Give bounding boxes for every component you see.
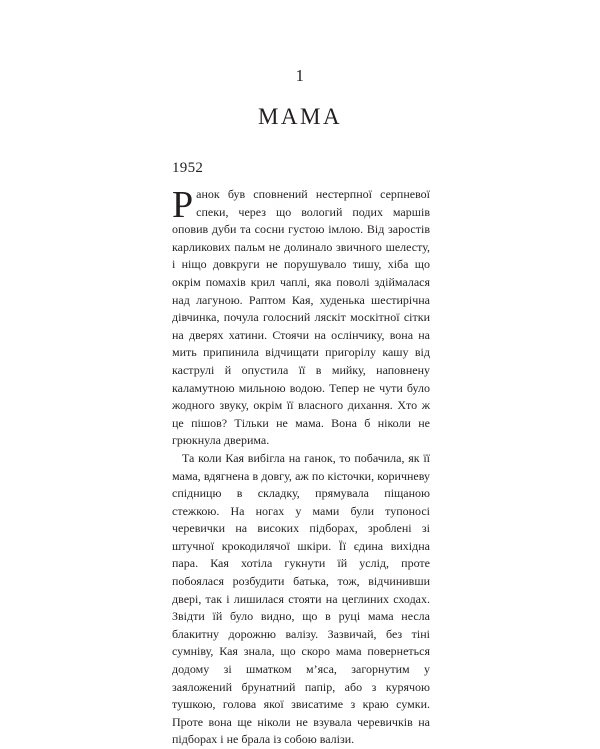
drop-cap: Р bbox=[172, 184, 194, 226]
section-year: 1952 bbox=[172, 160, 204, 176]
chapter-title: МАМА bbox=[257, 104, 343, 129]
paragraph-1-text: анок був сповнений нестерпної серпневої спеки, через що вологий подих маршів оповив дуби та сосни густою імлою. Від заростів карликових пальм не долинало звичного шелесту, і ніщо довкруги не порушувало тишу, хіба що окрім помахів крил чаплі, яка поволі здіймалася над лагуною. Раптом Кая, худенька шестирічна дівчинка, почула голосний ляскіт москітної сітки на дверях хатини. Стоячи на ослінчику, вона на мить припинила відчищати пригорілу кашу від каструлі й опустила її в мийку, наповнену каламутною мильною водою. Тепер не чути було жодного звуку, окрім її власного дихання. Хто ж це пішов? Тільки не мама. Вона б ніколи не грюкнула дверима. bbox=[172, 187, 430, 448]
body-text bbox=[172, 186, 430, 749]
paragraph-1 bbox=[172, 186, 430, 450]
chapter-number: 1 bbox=[295, 66, 305, 85]
paragraph-2: Та коли Кая вибігла на ганок, то побачила, як її мама, вдягнена в довгу, аж по кісточки, коричневу спідницю в складку, прямувала піщаною стежкою. На ногах у мами були тупоносі черевички на високих підборах, зроблені зі штучної крокодилячої шкіри. Її єдина вихідна пара. Кая хотіла гукнути їй услід, проте побоялася розбудити батька, тож, відчинивши двері, так і лишилася стояти на цеглиних сходах. Звідти їй було видно, що в руці мама несла блакитну дорожню валізу. Зазвичай, без тіні сумніву, Кая знала, що скоро мама повернеться додому зі шматком м’яса, загорнутим у заяложений брунатний папір, або з курячою тушкою, голова якої звисатиме з краю сумки. Проте вона ще ніколи не взувала черевичків на підборах і не брала із собою валізи. bbox=[172, 450, 430, 747]
